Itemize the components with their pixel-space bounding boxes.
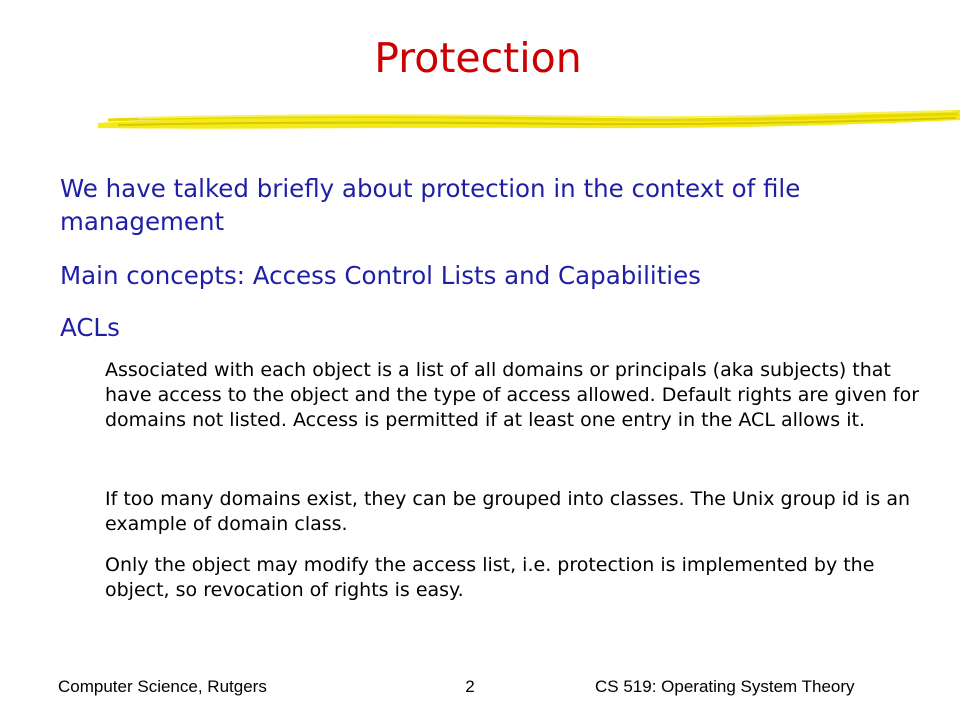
bullet-main-concepts: Main concepts: Access Control Lists and Capabilities [60,261,701,290]
footer-page-number: 2 [465,677,475,696]
footer-institution: Computer Science, Rutgers [58,677,267,696]
bullet-file-management: We have talked briefly about protection in the context of file management [60,174,801,236]
sub-bullet-acl-definition: Associated with each object is a list of all domains or principals (aka subjects) that have access to the object and the type of access allowed. Default rights are given for domains not listed. Access is permitted if at least one entry in the ACL allows it. [105,359,920,431]
sub-bullet-revocation: Only the object may modify the access list, i.e. protection is implemented by the object, so revocation of rights is easy. [105,554,875,601]
sub-bullet-domain-classes: If too many domains exist, they can be grouped into classes. The Unix group id is an example of domain class. [105,488,911,535]
title-underline-brush [98,106,960,136]
slide-title: Protection [374,34,582,82]
bullet-acls: ACLs [60,313,120,342]
footer-course: CS 519: Operating System Theory [595,677,855,696]
